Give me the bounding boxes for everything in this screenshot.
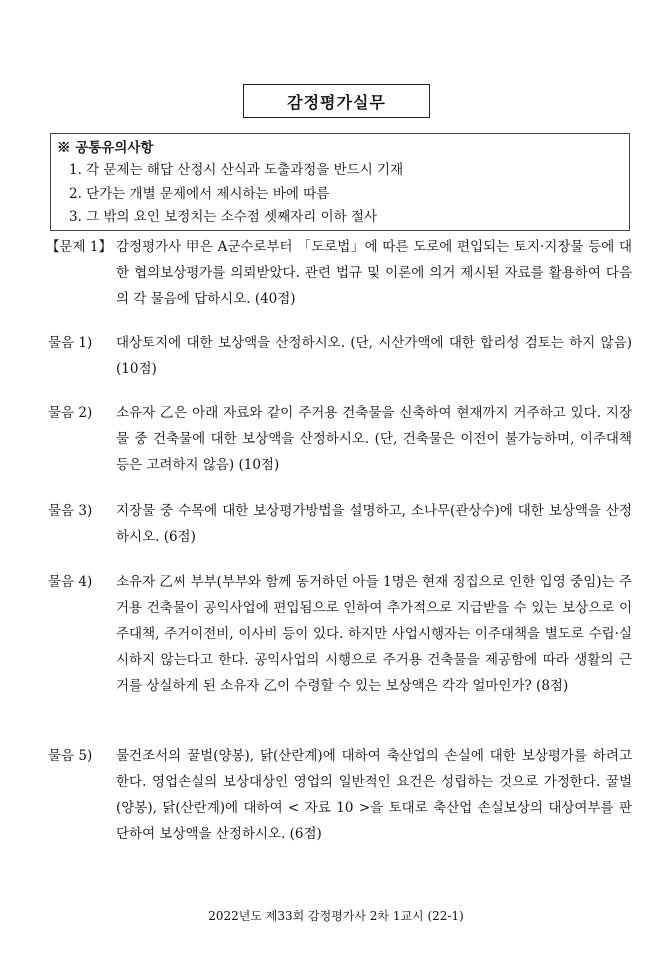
question-2 <box>48 400 632 478</box>
notice-item: 3. 그 밖의 요인 보정치는 소수점 셋째자리 이하 절사 <box>69 209 378 225</box>
exam-title: 감정평가실무 <box>243 84 430 118</box>
common-notice-box <box>50 133 630 231</box>
page-footer: 2022년도 제33회 감정평가사 2차 1교시 (22-1) <box>208 909 464 923</box>
question-text: 물건조서의 꿀벌(양봉), 닭(산란계)에 대하여 축산업의 손실에 대한 보상평가를 하려고 한다. 영업손실의 보상대상인 영업의 일반적인 요건은 성립하는 것으로 가정한다. 꿀벌(양봉), 닭(산란계)에 대하여 < 자료 10 >을 토대로 축산업 손실보상의 대상여부를 판단하여 보상액을 산정하시오. (6점) <box>116 748 632 842</box>
notice-item: 1. 각 문제는 해답 산정시 산식과 도출과정을 반드시 기재 <box>69 162 404 178</box>
question-1 <box>48 330 632 382</box>
question-text: 소유자 乙은 아래 자료와 같이 주거용 건축물을 신축하여 현재까지 거주하고 있다. 지장물 중 건축물에 대한 보상액을 산정하시오. (단, 건축물은 이전이 불가능하며, 이주대책 등은 고려하지 않음) (10점) <box>116 405 632 473</box>
question-label: 물음 2) <box>48 405 93 421</box>
notice-heading: ※ 공통유의사항 <box>57 140 154 156</box>
question-text: 대상토지에 대한 보상액을 산정하시오. (단, 시산가액에 대한 합리성 검토는 하지 않음) (10점) <box>116 335 632 377</box>
problem-1 <box>48 234 632 312</box>
question-5 <box>48 743 632 847</box>
problem-label: 【문제 1】 <box>46 239 112 255</box>
question-text: 소유자 乙씨 부부(부부와 함께 동거하던 아들 1명은 현재 징집으로 인한 입영 중임)는 주거용 건축물이 공익사업에 편입됨으로 인하여 추가적으로 지급받을 수 있는 보상으로 이주대책, 주거이전비, 이사비 등이 있다. 하지만 사업시행자는 이주대책을 별도로 수립·실시하지 않는다고 한다. 공익사업의 시행으로 주거용 건축물을 제공함에 따라 생활의 근거를 상실하게 된 소유자 乙이 수령할 수 있는 보상액은 각각 얼마인가? (8점) <box>116 574 632 694</box>
question-text: 지장물 중 수목에 대한 보상평가방법을 설명하고, 소나무(관상수)에 대한 보상액을 산정하시오. (6점) <box>116 503 632 545</box>
question-label: 물음 3) <box>48 503 93 519</box>
question-label: 물음 5) <box>48 748 93 764</box>
notice-item: 2. 단가는 개별 문제에서 제시하는 바에 따름 <box>69 185 330 202</box>
question-label: 물음 4) <box>48 574 93 590</box>
question-label: 물음 1) <box>48 335 93 351</box>
question-4 <box>48 569 632 699</box>
problem-text: 감정평가사 甲은 A군수로부터 「도로법」에 따른 도로에 편입되는 토지·지장물 등에 대한 협의보상평가를 의뢰받았다. 관련 법규 및 이론에 의거 제시된 자료를 활용하여 다음의 각 물음에 답하시오. (40점) <box>116 239 632 307</box>
question-3 <box>48 498 632 550</box>
